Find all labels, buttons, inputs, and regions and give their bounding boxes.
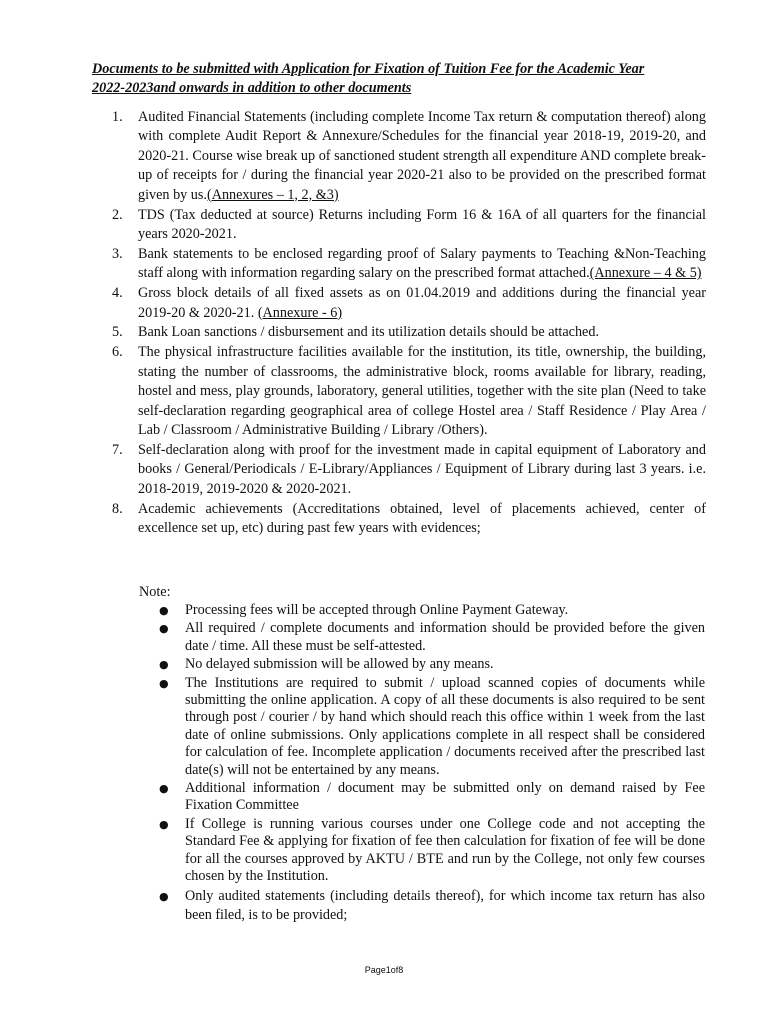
bullet-icon: ● [159,817,169,831]
bullet-icon: ● [159,782,169,796]
item-number: 3. [112,245,123,262]
list-item [92,500,706,539]
note-item [139,675,705,779]
note-text: Only audited statements (including details thereof), for which income tax return has also been filed, is to be provided; [185,887,705,923]
item-text: Audited Financial Statements (including complete Income Tax return & computation thereof) along with complete Audit Report & Annexure/Schedules for the financial year 2018-19, 2019-20, and 2020-21. Course wise break up of sanctioned student strength all expenditure AND complete break-up of receipts for / during the financial year 2020-21 also to be provided on the prescribed format given by us. [138,109,706,203]
list-item [92,441,706,499]
item-text: Gross block details of all fixed assets as on 01.04.2019 and additions during the financial year 2019-20 & 2020-21. [138,285,706,321]
annexure-reference: (Annexures – 1, 2, &3) [206,186,339,203]
note-item [139,816,705,886]
note-text: Additional information / document may be submitted only on demand raised by Fee Fixation Committee [185,780,705,814]
note-text: If College is running various courses under one College code and not accepting the Standard Fee & applying for fixation of fee then calculation for fixation of fee will be done for all the courses approved by AKTU / BTE and run by the College, not only few courses chosen by the Institution. [185,815,705,885]
note-item [139,656,705,673]
note-text: Processing fees will be accepted through Online Payment Gateway. [185,602,569,618]
item-number: 4. [112,285,123,302]
heading-line-2: 2022-2023and onwards in addition to other documents [92,80,412,96]
bullet-icon: ● [159,889,169,903]
bullet-icon: ● [159,676,169,690]
item-text: Academic achievements (Accreditations obtained, level of placements achieved, center of excellence set up, etc) during past few years with evidences; [138,500,706,537]
page-number: Page1of8 [364,965,404,975]
item-text: Bank Loan sanctions / disbursement and its utilization details should be attached. [138,324,599,341]
item-text: TDS (Tax deducted at source) Returns including Form 16 & 16A of all quarters for the financial years 2020-2021. [138,206,706,242]
list-item [92,343,706,440]
list-item [92,206,706,245]
required-documents-list [92,108,706,539]
list-item [92,245,706,284]
heading-line-1: Documents to be submitted with Application for Fixation of Tuition Fee for the Academic Year [92,61,645,77]
note-text: The Institutions are required to submit / upload scanned copies of documents while submitting the online application. A copy of all these documents is also required to be sent through post / courier / by hand which should reach this office within 1 week from the last date of online submissions. Only applications complete in all respect shall be considered for calculation of fee. Incomplete application / documents received after the prescribed last date(s) will not be entertained by any means. [185,674,705,778]
item-text: Self-declaration along with proof for the investment made in capital equipment of Laboratory and books / General/Periodicals / E-Library/Appliances / Equipment of Library during last 3 years. i.e. 2018-2019, 2019-2020 & 2020-2021. [138,441,706,497]
list-item [92,108,706,205]
notes-list [139,602,705,926]
note-text: No delayed submission will be allowed by any means. [185,656,494,673]
note-item [139,602,705,619]
item-number: 7. [112,441,123,458]
note-item [139,780,705,815]
item-number: 5. [112,324,123,341]
item-number: 6. [112,344,123,361]
annexure-reference: (Annexure – 4 & 5) [589,265,702,282]
bullet-icon: ● [159,604,169,617]
item-number: 8. [112,500,123,517]
bullet-icon: ● [159,622,169,636]
note-label: Note: [139,584,171,600]
list-item [92,323,706,342]
list-item [92,284,706,323]
document-heading [92,60,712,98]
annexure-reference: (Annexure - 6) [257,304,343,321]
item-number: 1. [112,109,123,125]
note-text: All required / complete documents and information should be provided before the given date / time. All these must be self-attested. [185,620,705,654]
note-item [139,620,705,655]
note-item [139,887,705,926]
bullet-icon: ● [159,658,169,672]
item-number: 2. [112,206,123,223]
item-text: The physical infrastructure facilities available for the institution, its title, ownership, the building, stating the number of classrooms, the administrative block, rooms available for library, reading, hostel and mess, play grounds, laboratory, general utilities, together with the site plan (Need to take self-declaration regarding geographical area of college Hostel area / Staff Residence / Play Area / Lab / Classroom / Administrative Building / Library /Others). [138,344,706,438]
item-text: Bank statements to be enclosed regarding proof of Salary payments to Teaching &Non-Teaching staff along with information regarding salary on the prescribed format attached. [138,245,706,282]
